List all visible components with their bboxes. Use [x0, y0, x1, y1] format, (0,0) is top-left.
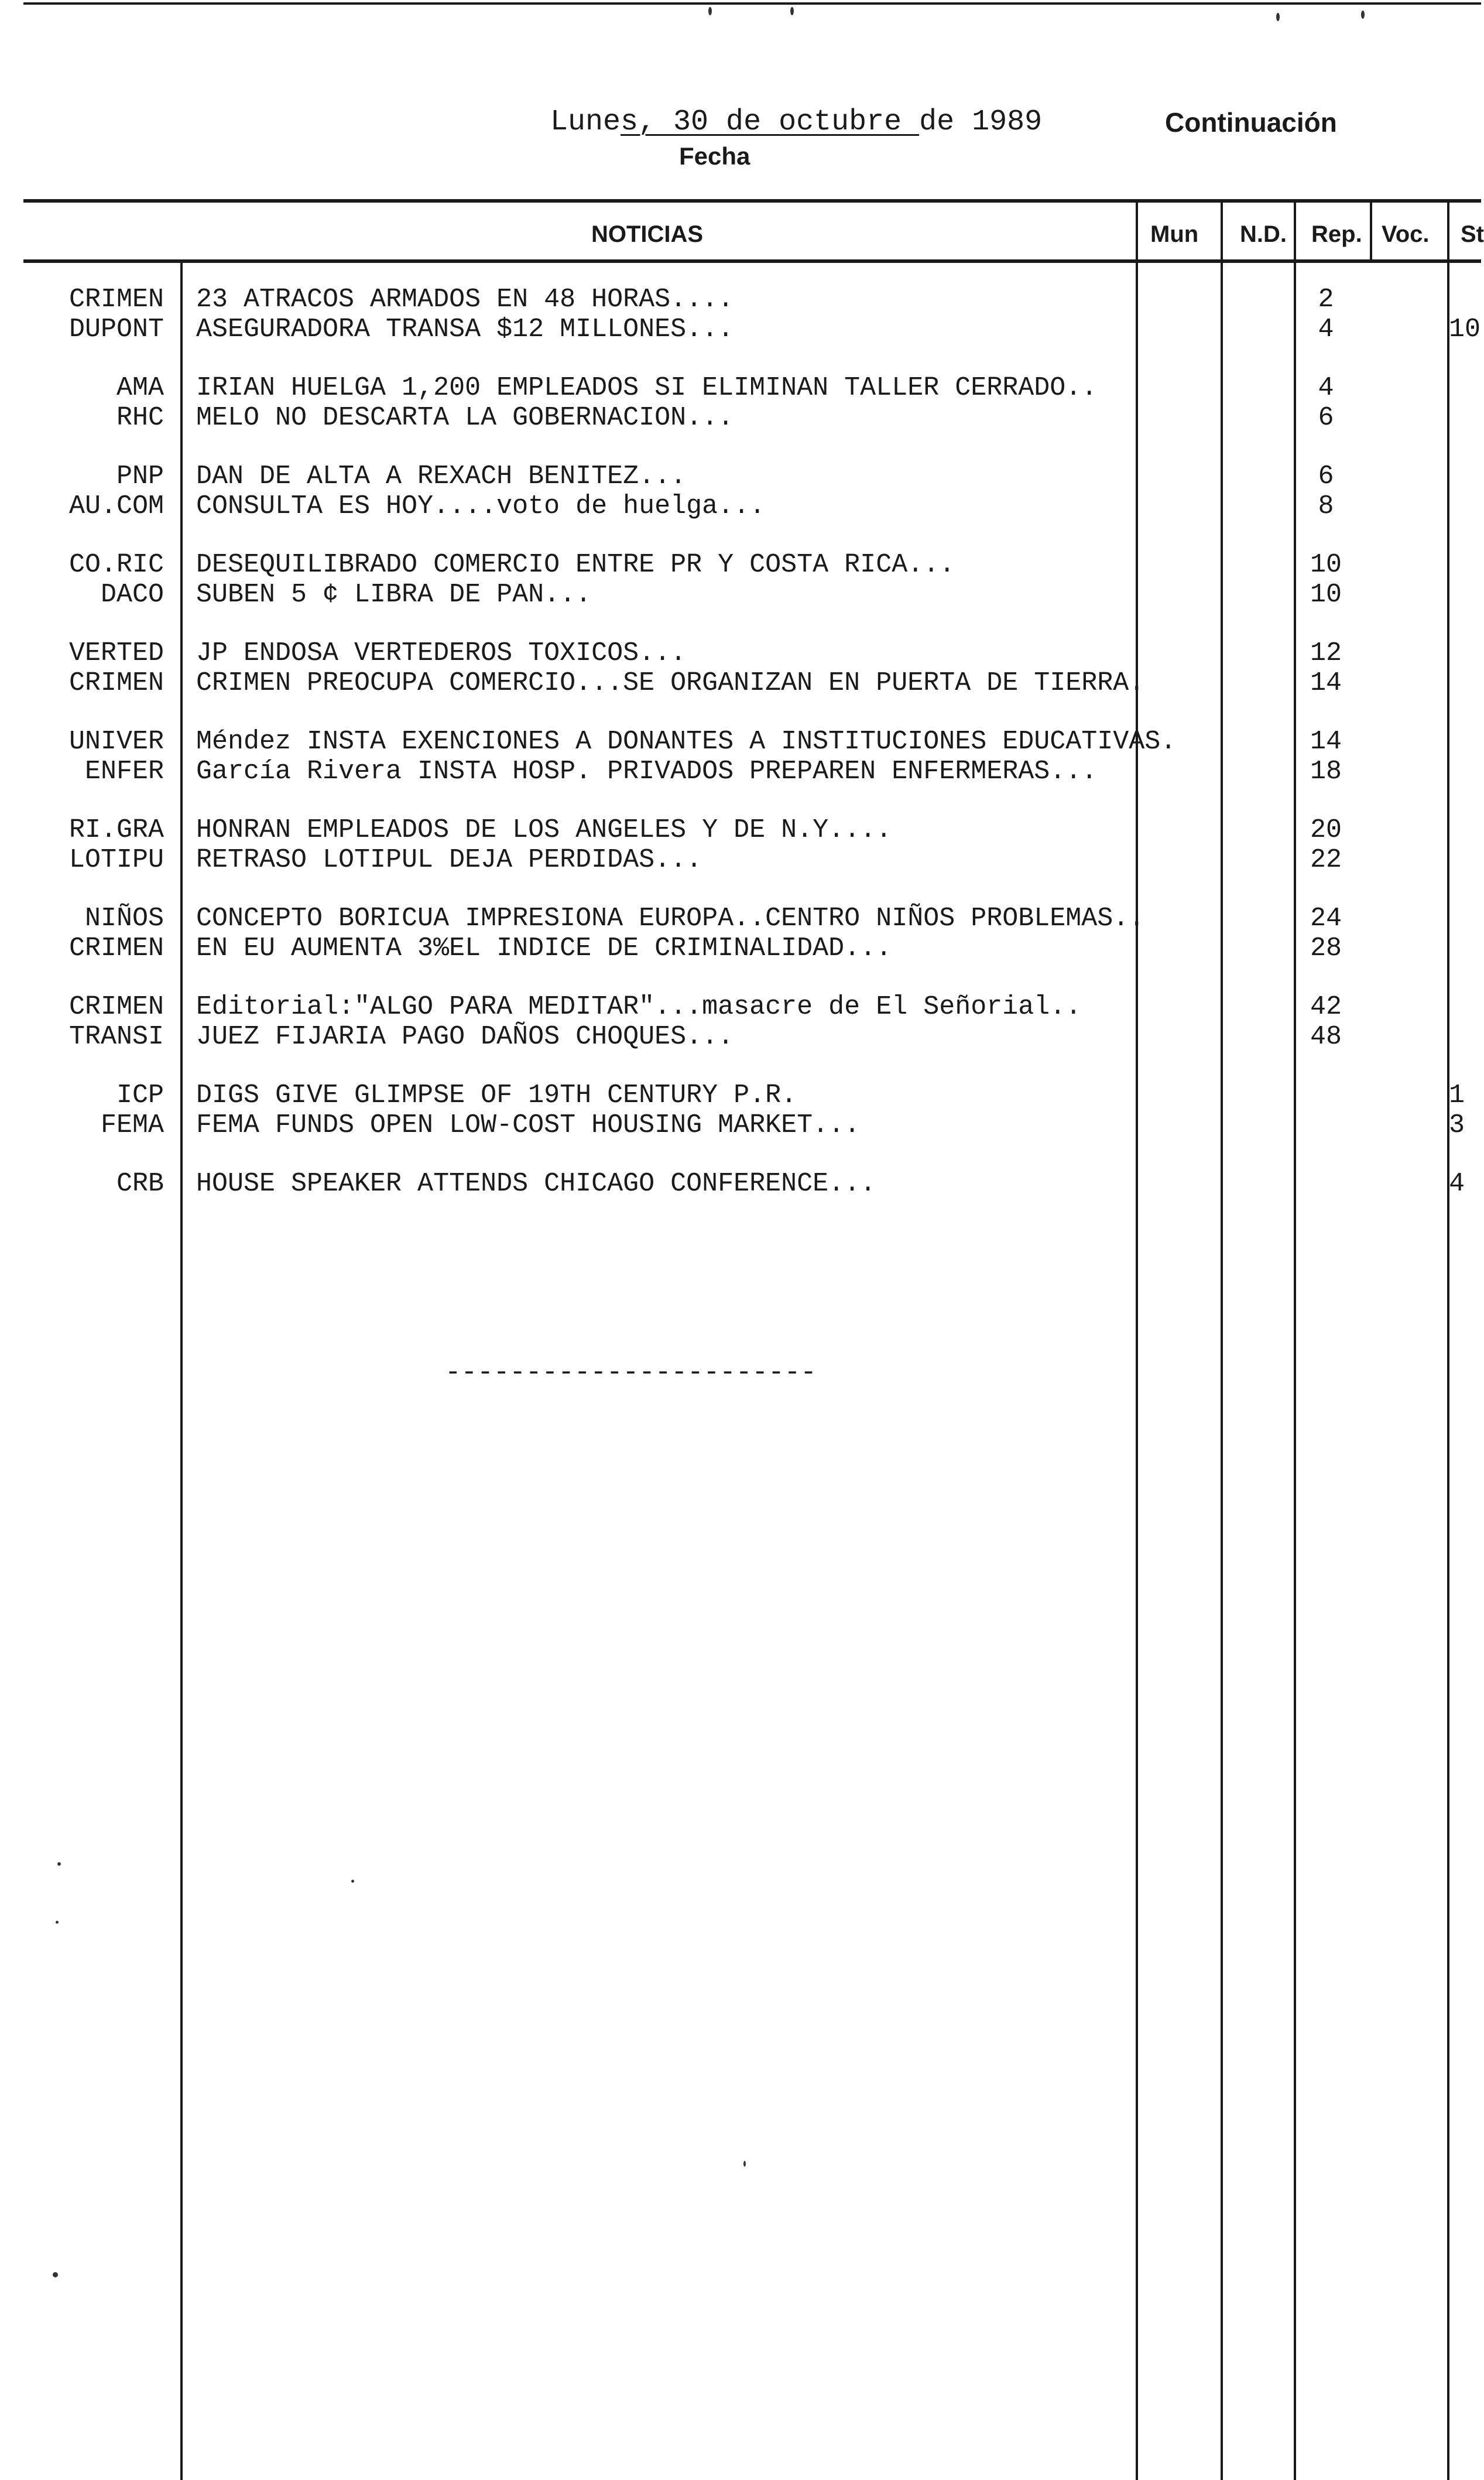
column-rule-nd [1221, 199, 1223, 2480]
row-headline: JP ENDOSA VERTEDEROS TOXICOS... [196, 638, 687, 668]
date-suffix: de 1989 [919, 105, 1043, 139]
row-headline: IRIAN HUELGA 1,200 EMPLEADOS SI ELIMINAN TALLER CERRADO.. [196, 373, 1098, 403]
row-rep-page: 42 [1310, 992, 1342, 1022]
row-section-code: DUPONT [68, 314, 164, 344]
column-header-rep: Rep. [1311, 221, 1362, 247]
row-rep-page: 18 [1310, 757, 1342, 786]
row-rep-page: 6 [1318, 403, 1334, 433]
row-rep-page: 6 [1318, 461, 1334, 491]
row-headline: 23 ATRACOS ARMADOS EN 48 HORAS.... [196, 285, 734, 314]
row-headline: SUBEN 5 ¢ LIBRA DE PAN... [196, 580, 592, 610]
date-line [550, 105, 1042, 139]
table-header-rule [23, 259, 1481, 263]
column-header-news: NOTICIAS [591, 221, 704, 247]
row-section-code: ENFER [84, 757, 164, 786]
column-rule-mun [1136, 199, 1138, 2480]
column-header-mun: Mun [1150, 221, 1199, 247]
end-separator: ----------------------- [445, 1357, 817, 1388]
row-st-page: 1 [1449, 1080, 1465, 1110]
row-rep-page: 22 [1310, 845, 1342, 875]
row-headline: HOUSE SPEAKER ATTENDS CHICAGO CONFERENCE... [196, 1169, 876, 1199]
row-headline: DIGS GIVE GLIMPSE OF 19TH CENTURY P.R. [196, 1080, 797, 1110]
column-rule-st [1447, 199, 1449, 2480]
row-rep-page: 48 [1310, 1022, 1342, 1052]
row-headline: Méndez INSTA EXENCIONES A DONANTES A INSTITUCIONES EDUCATIVAS. [196, 727, 1177, 757]
column-header-voc: Voc. [1382, 221, 1430, 247]
row-section-code: RHC [116, 403, 164, 433]
row-st-page: 10 [1449, 314, 1481, 344]
row-headline: DESEQUILIBRADO COMERCIO ENTRE PR Y COSTA RICA... [196, 550, 955, 580]
row-rep-page: 24 [1310, 904, 1342, 933]
row-headline: EN EU AUMENTA 3%EL INDICE DE CRIMINALIDAD... [196, 933, 892, 963]
row-rep-page: 4 [1318, 314, 1334, 344]
row-headline: García Rivera INSTA HOSP. PRIVADOS PREPAREN ENFERMERAS... [196, 757, 1098, 786]
row-section-code: CRB [116, 1169, 164, 1199]
row-st-page: 3 [1449, 1110, 1465, 1140]
row-headline: CONSULTA ES HOY....voto de huelga... [196, 491, 766, 521]
date-prefix: Lune [550, 105, 621, 139]
row-section-code: RI.GRA [68, 815, 164, 845]
date-underlined: s, 30 de octubre [621, 105, 920, 139]
row-st-page: 4 [1449, 1169, 1465, 1199]
row-headline: DAN DE ALTA A REXACH BENITEZ... [196, 461, 687, 491]
scan-speck [57, 1862, 61, 1866]
row-headline: HONRAN EMPLEADOS DE LOS ANGELES Y DE N.Y.... [196, 815, 892, 845]
row-section-code: AU.COM [68, 491, 164, 521]
row-rep-page: 14 [1310, 668, 1342, 698]
row-section-code: ICP [116, 1080, 164, 1110]
row-headline: Editorial:"ALGO PARA MEDITAR"...masacre de El Señorial.. [196, 992, 1082, 1022]
scan-speck [1276, 13, 1280, 21]
column-rule-section [180, 261, 183, 2480]
scan-speck [743, 2161, 746, 2167]
row-rep-page: 2 [1318, 285, 1334, 314]
row-headline: FEMA FUNDS OPEN LOW-COST HOUSING MARKET... [196, 1110, 861, 1140]
row-rep-page: 20 [1310, 815, 1342, 845]
column-header-st: St [1461, 221, 1484, 247]
row-section-code: CRIMEN [68, 285, 164, 314]
scan-speck [1361, 11, 1365, 19]
row-rep-page: 12 [1310, 638, 1342, 668]
row-headline: JUEZ FIJARIA PAGO DAÑOS CHOQUES... [196, 1022, 734, 1052]
row-section-code: PNP [116, 461, 164, 491]
column-rule-rep [1294, 199, 1296, 2480]
top-edge-rule [23, 2, 1481, 5]
continuation-label: Continuación [1165, 107, 1337, 138]
row-section-code: AMA [116, 373, 164, 403]
row-rep-page: 4 [1318, 373, 1334, 403]
row-section-code: NIÑOS [84, 904, 164, 933]
row-section-code: VERTED [68, 638, 164, 668]
scan-speck [790, 7, 794, 15]
scan-speck [53, 2272, 58, 2277]
row-section-code: CRIMEN [68, 933, 164, 963]
table-top-rule [23, 199, 1481, 203]
scan-speck [351, 1880, 354, 1883]
row-headline: MELO NO DESCARTA LA GOBERNACION... [196, 403, 734, 433]
row-headline: ASEGURADORA TRANSA $12 MILLONES... [196, 314, 734, 344]
scan-speck [56, 1921, 59, 1924]
scan-speck [708, 7, 712, 15]
row-rep-page: 10 [1310, 550, 1342, 580]
row-section-code: CO.RIC [68, 550, 164, 580]
row-section-code: TRANSI [68, 1022, 164, 1052]
row-rep-page: 14 [1310, 727, 1342, 757]
column-rule-voc [1370, 199, 1372, 260]
row-section-code: DACO [100, 580, 164, 610]
row-section-code: UNIVER [68, 727, 164, 757]
row-section-code: CRIMEN [68, 668, 164, 698]
row-rep-page: 28 [1310, 933, 1342, 963]
row-headline: RETRASO LOTIPUL DEJA PERDIDAS... [196, 845, 702, 875]
row-section-code: CRIMEN [68, 992, 164, 1022]
row-rep-page: 10 [1310, 580, 1342, 610]
date-caption: Fecha [679, 142, 750, 170]
row-headline: CONCEPTO BORICUA IMPRESIONA EUROPA..CENTRO NIÑOS PROBLEMAS.. [196, 904, 1145, 933]
row-headline: CRIMEN PREOCUPA COMERCIO...SE ORGANIZAN EN PUERTA DE TIERRA. [196, 668, 1145, 698]
row-section-code: LOTIPU [68, 845, 164, 875]
row-rep-page: 8 [1318, 491, 1334, 521]
column-header-nd: N.D. [1240, 221, 1287, 247]
row-section-code: FEMA [100, 1110, 164, 1140]
